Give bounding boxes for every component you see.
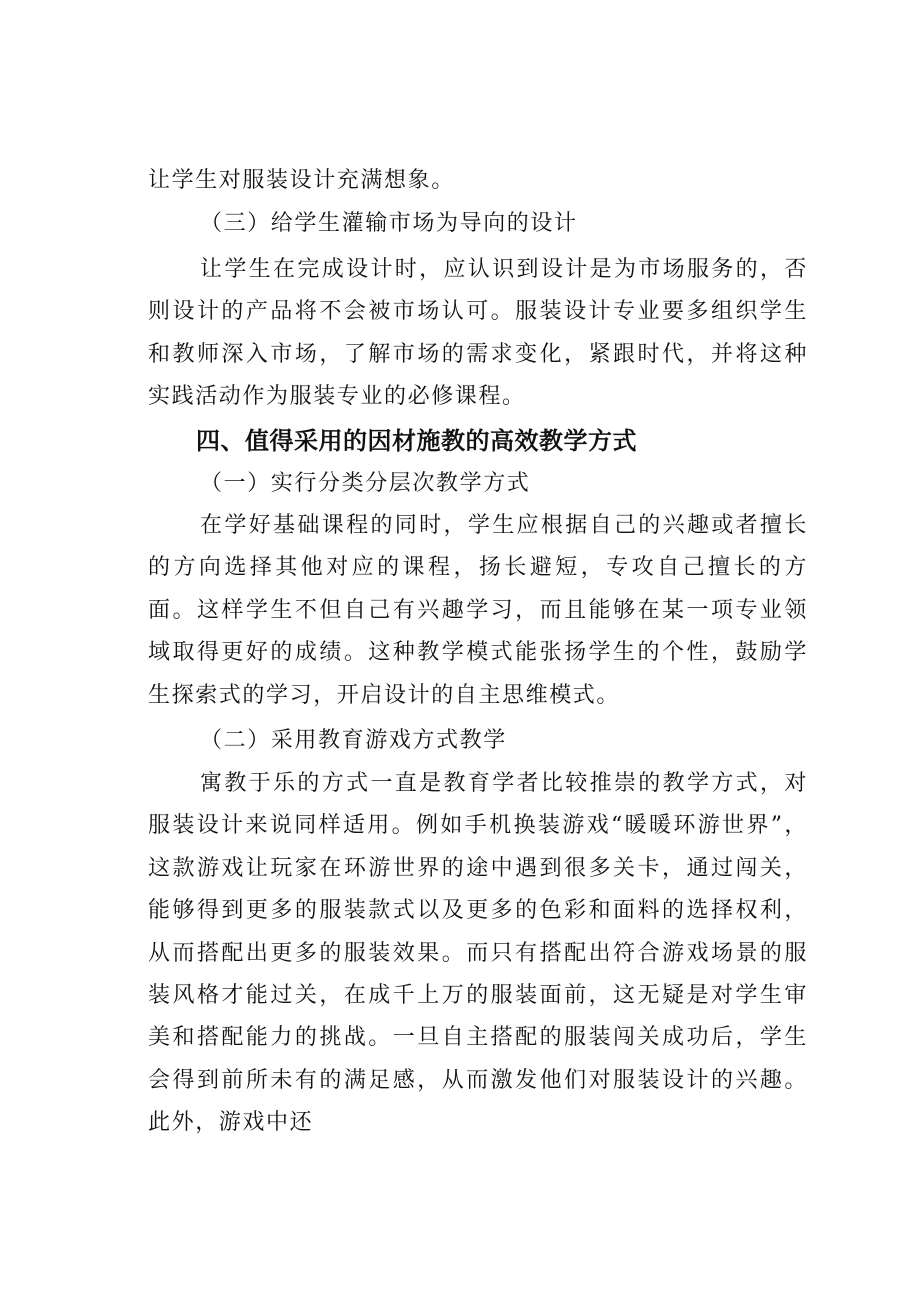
subheading-layered-teaching: （一）实行分类分层次教学方式 [200, 471, 531, 496]
paragraph-continuation: 让学生对服装设计充满想象。 [148, 168, 455, 193]
subheading-game-teaching: （二）采用教育游戏方式教学 [200, 728, 507, 753]
subheading-market-oriented-design: （三）给学生灌输市场为导向的设计 [200, 211, 578, 236]
paragraph-market-oriented-design: 让学生在完成设计时，应认识到设计是为市场服务的，否则设计的产品将不会被市场认可。服装设计专业要多组织学生和教师深入市场，了解市场的需求变化，紧跟时代，并将这种实践活动作为服装专业的必修课程。 [148, 257, 808, 410]
paragraph-game-teaching: 寓教于乐的方式一直是教育学者比较推崇的教学方式，对服装设计来说同样适用。例如手机换装游戏“暖暖环游世界”，这款游戏让玩家在环游世界的途中遇到很多关卡，通过闯关，能够得到更多的服装款式以及更多的色彩和面料的选择权利，从而搭配出更多的服装效果。而只有搭配出符合游戏场景的服装风格才能过关，在成千上万的服装面前，这无疑是对学生审美和搭配能力的挑战。一旦自主搭配的服装闯关成功后，学生会得到前所未有的满足感，从而激发他们对服装设计的兴趣。此外，游戏中还 [148, 771, 808, 1136]
section-heading-teaching-methods: 四、值得采用的因材施教的高效教学方式 [196, 427, 637, 455]
paragraph-layered-teaching: 在学好基础课程的同时，学生应根据自己的兴趣或者擅长的方向选择其他对应的课程，扬长避短，专攻自己擅长的方面。这样学生不但自己有兴趣学习，而且能够在某一项专业领域取得更好的成绩。这种教学模式能张扬学生的个性，鼓励学生探索式的学习，开启设计的自主思维模式。 [148, 513, 808, 708]
